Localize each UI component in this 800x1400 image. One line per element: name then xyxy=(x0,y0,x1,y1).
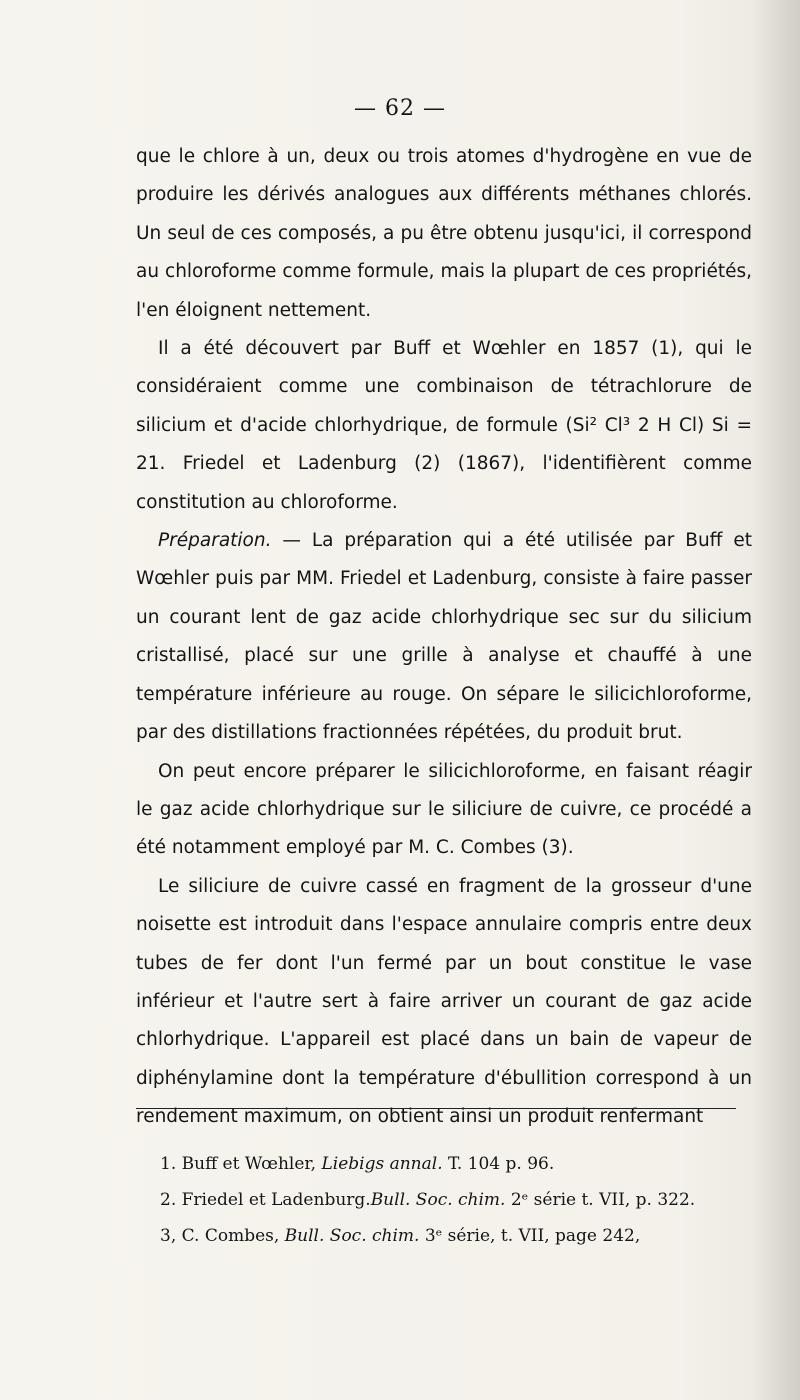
footnote-3-ref: 3ᵉ série, t. VII, page 242, xyxy=(419,1226,641,1246)
footnote-2-journal: Bull. Soc. chim. xyxy=(370,1190,506,1210)
paragraph-3 xyxy=(136,522,752,752)
footnote-2-ref: 2ᵉ série t. VII, p. 322. xyxy=(505,1190,696,1210)
page-edge-shadow xyxy=(752,0,800,1400)
paragraph-1: que le chlore à un, deux ou trois atomes d'hydrogène en vue de produire les dérivés analogues aux différents méthanes chlorés. Un seul de ces composés, a pu être obtenu jusqu'ici, il correspond au chloroforme comme formule, mais la plupart de ces propriétés, l'en éloignent nettement. xyxy=(136,146,752,321)
paragraph-4: On peut encore préparer le silicichloroforme, en faisant réagir le gaz acide chlorhydrique sur le siliciure de cuivre, ce procédé a été notamment employé par M. C. Combes (3). xyxy=(136,760,752,859)
footnote-2 xyxy=(160,1182,740,1218)
footnote-3-author: 3, C. Combes, xyxy=(160,1226,285,1246)
paragraph-2: Il a été découvert par Buff et Wœhler en 1857 (1), qui le considéraient comme une combinaison de tétrachlorure de silicium et d'acide chlorhydrique, de formule (Si² Cl³ 2 H Cl) Si = 21. Friedel et Ladenburg (2) (1867), l'identifièrent comme constitution au chloroforme. xyxy=(136,338,752,513)
footnotes xyxy=(160,1146,740,1254)
page-number: — 62 — xyxy=(354,96,446,121)
paragraph-5: Le siliciure de cuivre cassé en fragment de la grosseur d'une noisette est introduit dans l'espace annulaire compris entre deux tubes de fer dont l'un fermé par un bout constitue le vase inférieur et l'autre sert à faire arriver un courant de gaz acide chlorhydrique. L'appareil est placé dans un bain de vapeur de diphénylamine dont la température d'ébullition correspond à un rendement maximum, on obtient ainsi un produit renfermant xyxy=(136,875,752,1128)
footnote-1-ref: T. 104 p. 96. xyxy=(442,1154,555,1174)
footnote-2-author: 2. Friedel et Ladenburg. xyxy=(160,1190,371,1210)
footnote-3-journal: Bull. Soc. chim. xyxy=(284,1226,420,1246)
paragraph-3-text: — La préparation qui a été utilisée par Buff et Wœhler puis par MM. Friedel et Ladenburg, consiste à faire passer un courant lent de gaz acide chlorhydrique sec sur du silicium cristallisé, placé sur une grille à analyse et chauffé à une température inférieure au rouge. On sépare le silicichloroforme, par des distillations fractionnées répétées, du produit brut. xyxy=(136,530,752,744)
footnote-3 xyxy=(160,1218,740,1254)
section-lead-preparation: Préparation. xyxy=(158,530,272,552)
body-text xyxy=(136,138,752,1137)
footnote-1-journal: Liebigs annal. xyxy=(321,1154,443,1174)
footnote-divider xyxy=(136,1108,736,1109)
footnote-1 xyxy=(160,1146,740,1182)
footnote-1-author: 1. Buff et Wœhler, xyxy=(160,1154,322,1174)
